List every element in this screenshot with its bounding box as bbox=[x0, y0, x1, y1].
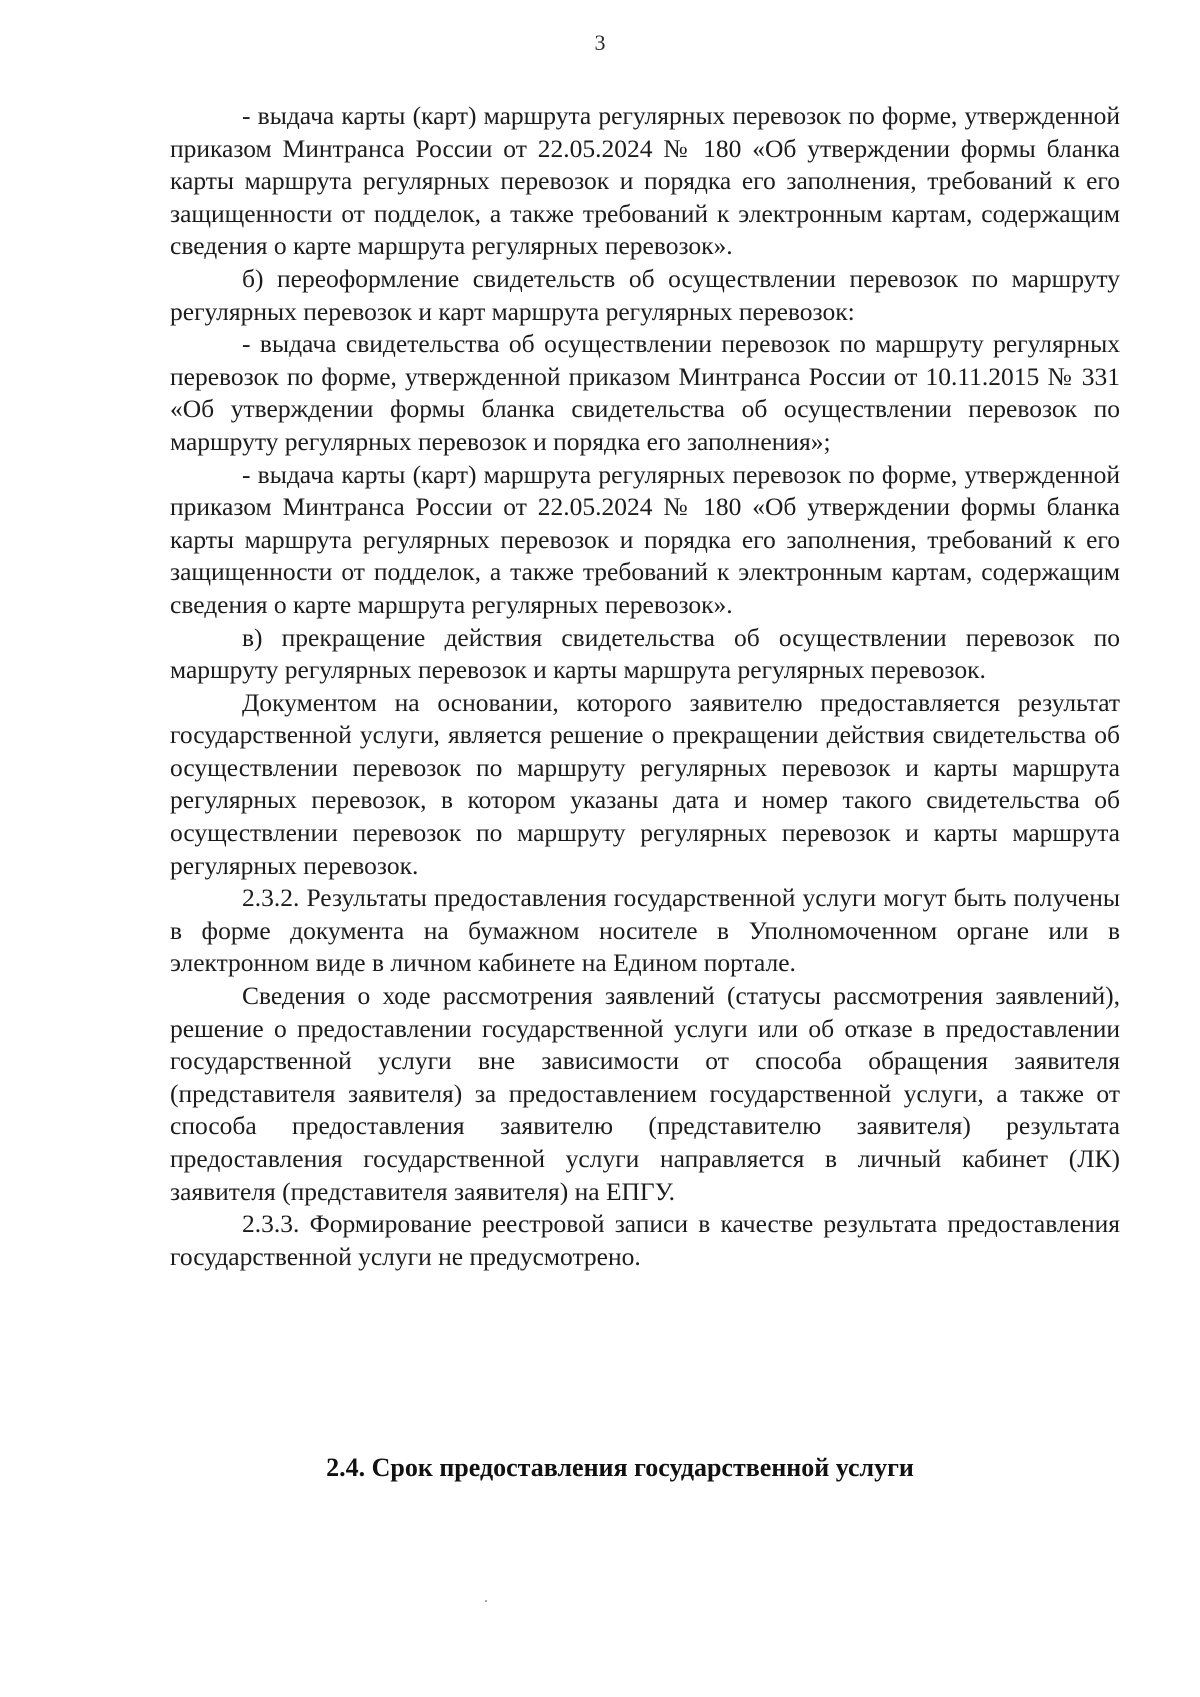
document-body bbox=[170, 100, 1120, 1273]
paragraph-route-card-issue: - выдача карты (карт) маршрута регулярных перевозок по форме, утвержденной приказом Минтранса России от 22.05.2024 № 180 «Об утверждении формы бланка карты маршрута регулярных перевозок и порядка его заполнения, требований к его защищенности от подделок, а также требований к электронным картам, содержащим сведения о карте маршрута регулярных перевозок». bbox=[170, 101, 1120, 261]
paragraph-reissue-heading: б) переоформление свидетельств об осуществлении перевозок по маршруту регулярных перевозок и карт маршрута регулярных перевозок: bbox=[170, 263, 1120, 326]
paragraph-certificate-issue: - выдача свидетельства об осуществлении перевозок по маршруту регулярных перевозок по форме, утвержденной приказом Минтранса России от 10.11.2015 № 331 «Об утверждении формы бланка свидетельства об осуществлении перевозок по маршруту регулярных перевозок и порядка его заполнения»; bbox=[170, 329, 1120, 456]
paragraph-route-card-reissue: - выдача карты (карт) маршрута регулярных перевозок по форме, утвержденной приказом Минтранса России от 22.05.2024 № 180 «Об утверждении формы бланка карты маршрута регулярных перевозок и порядка его заполнения, требований к его защищенности от подделок, а также требований к электронным картам, содержащим сведения о карте маршрута регулярных перевозок». bbox=[170, 459, 1120, 619]
section-heading: 2.4. Срок предоставления государственной услуги bbox=[326, 1453, 914, 1482]
paragraph-status-info: Сведения о ходе рассмотрения заявлений (статусы рассмотрения заявлений), решение о предоставлении государственной услуги или об отказе в предоставлении государственной услуги вне зависимости от способа обращения заявителя (представителя заявителя) за предоставлением государственной услуги, а также от способа предоставления заявителю (представителю заявителя) результата предоставления государственной услуги направляется в личный кабинет (ЛК) заявителя (представителя заявителя) на ЕПГУ. bbox=[170, 981, 1120, 1206]
page-number: 3 bbox=[594, 30, 606, 55]
paragraph-decision-document: Документом на основании, которого заявителю предоставляется результат государственной услуги, является решение о прекращении действия свидетельства об осуществлении перевозок по маршруту регулярных перевозок и карты маршрута регулярных перевозок, в котором указаны дата и номер такого свидетельства об осуществлении перевозок по маршруту регулярных перевозок и карты маршрута регулярных перевозок. bbox=[170, 687, 1120, 880]
paragraph-termination: в) прекращение действия свидетельства об осуществлении перевозок по маршруту регулярных перевозок и карты маршрута регулярных перевозок. bbox=[170, 622, 1120, 685]
scan-speck bbox=[485, 1600, 487, 1602]
paragraph-2-3-3: 2.3.3. Формирование реестровой записи в качестве результата предоставления государственной услуги не предусмотрено. bbox=[170, 1209, 1120, 1271]
paragraph-2-3-2: 2.3.2. Результаты предоставления государственной услуги могут быть получены в форме документа на бумажном носителе в Уполномоченном органе или в электронном виде в личном кабинете на Едином портале. bbox=[170, 883, 1120, 978]
